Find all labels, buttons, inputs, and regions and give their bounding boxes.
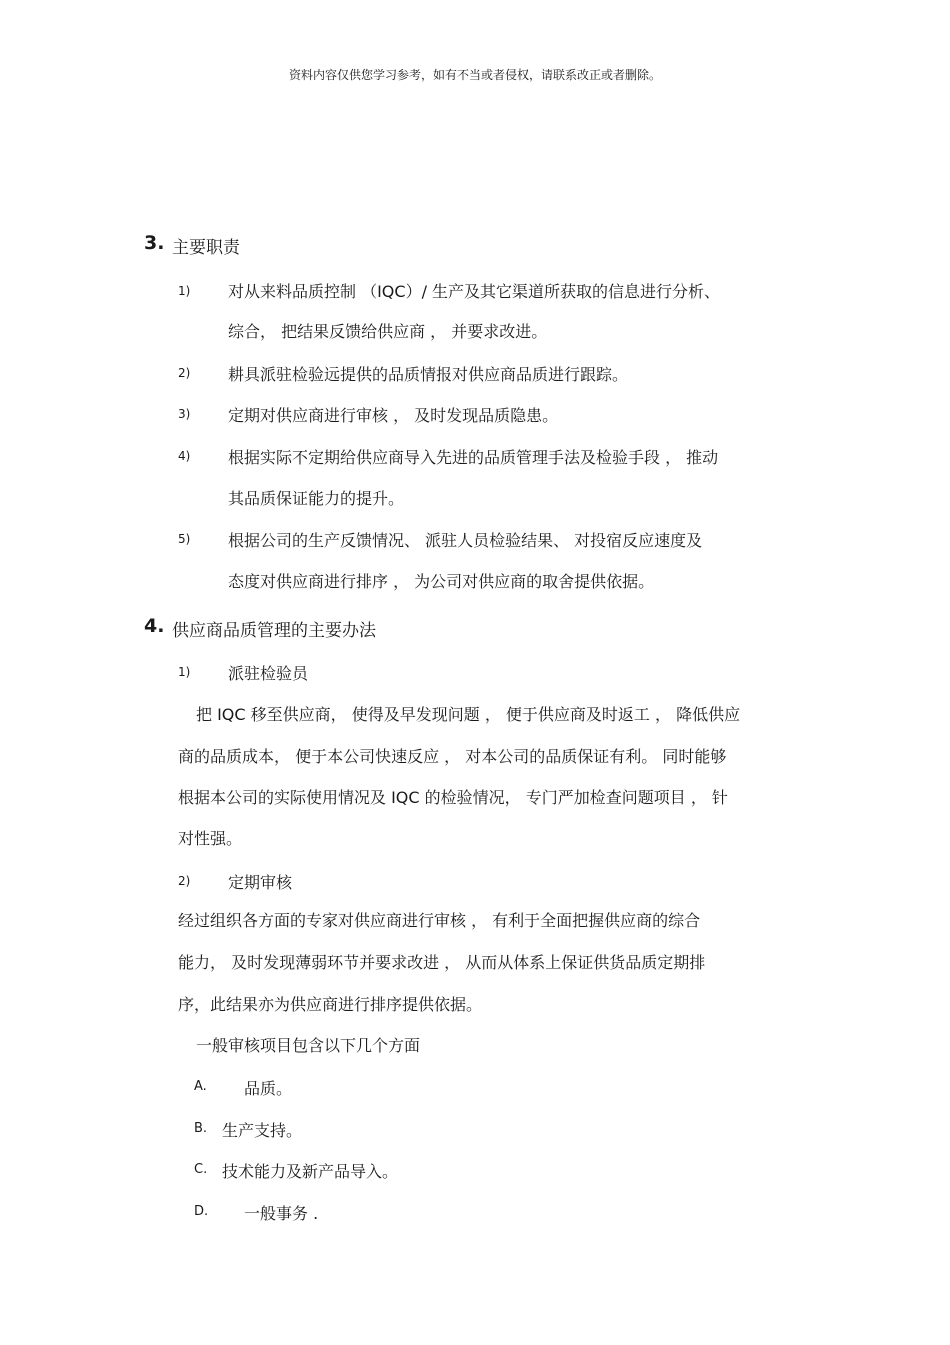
section-3-title: 主要职责 [172, 238, 240, 258]
item-3-number: 3) [178, 407, 191, 421]
section-4-title: 供应商品质管理的主要办法 [172, 621, 376, 641]
subsection-1-number: 1) [178, 665, 191, 679]
item-2-number: 2) [178, 366, 191, 380]
audit-item-a-text: 品质。 [244, 1079, 293, 1098]
subsection-1-paragraph-line-3: 根据本公司的实际使用情况及 IQC 的检验情况， 专门严加检查问题项目 ， 针 [178, 788, 728, 807]
item-1-line-1: 对从来料品质控制 （IQC）/ 生产及其它渠道所获取的信息进行分析、 [228, 282, 721, 301]
audit-item-b-text: 生产支持。 [222, 1121, 303, 1140]
item-5-number: 5) [178, 532, 191, 546]
item-4-number: 4) [178, 449, 191, 463]
subsection-2-paragraph-line-3: 序，此结果亦为供应商进行排序提供依据。 [178, 995, 483, 1014]
item-5-line-1: 根据公司的生产反馈情况、 派驻人员检验结果、 对投宿反应速度及 [228, 531, 703, 550]
audit-item-d-text: 一般事务 . [244, 1204, 319, 1223]
audit-item-d-letter: D. [194, 1204, 209, 1219]
header-disclaimer: 资料内容仅供您学习参考，如有不当或者侵权，请联系改正或者删除。 [288, 68, 661, 82]
item-1-line-2: 综合， 把结果反馈给供应商 ， 并要求改进。 [228, 322, 548, 341]
item-4-line-2: 其品质保证能力的提升。 [228, 489, 405, 508]
section-4-number: 4. [144, 615, 165, 637]
subsection-2-paragraph-line-2: 能力， 及时发现薄弱环节并要求改进 ， 从而从体系上保证供货品质定期排 [178, 953, 706, 972]
item-1-number: 1) [178, 284, 191, 298]
subsection-1-paragraph-line-4: 对性强。 [178, 829, 243, 848]
subsection-1-paragraph-line-2: 商的品质成本， 便于本公司快速反应 ， 对本公司的品质保证有利。 同时能够 [178, 747, 727, 766]
item-3-line-1: 定期对供应商进行审核 ， 及时发现品质隐患。 [228, 406, 559, 425]
audit-item-c-text: 技术能力及新产品导入。 [222, 1162, 399, 1181]
audit-items-intro: 一般审核项目包含以下几个方面 [196, 1036, 421, 1055]
subsection-1-title: 派驻检验员 [228, 664, 309, 683]
subsection-2-number: 2) [178, 874, 191, 888]
audit-item-a-letter: A. [194, 1079, 207, 1094]
subsection-2-title: 定期审核 [228, 873, 293, 892]
subsection-2-paragraph-line-1: 经过组织各方面的专家对供应商进行审核 ， 有利于全面把握供应商的综合 [178, 911, 701, 930]
item-2-line-1: 耕具派驻检验远提供的品质情报对供应商品质进行跟踪。 [228, 365, 629, 384]
subsection-1-paragraph-line-1: 把 IQC 移至供应商， 使得及早发现问题 ， 便于供应商及时返工 ， 降低供应 [196, 705, 741, 724]
item-4-line-1: 根据实际不定期给供应商导入先进的品质管理手法及检验手段 ， 推动 [228, 448, 719, 467]
audit-item-c-letter: C. [194, 1162, 208, 1177]
section-3-number: 3. [144, 232, 165, 254]
item-5-line-2: 态度对供应商进行排序 ， 为公司对供应商的取舍提供依据。 [228, 572, 655, 591]
audit-item-b-letter: B. [194, 1121, 208, 1136]
